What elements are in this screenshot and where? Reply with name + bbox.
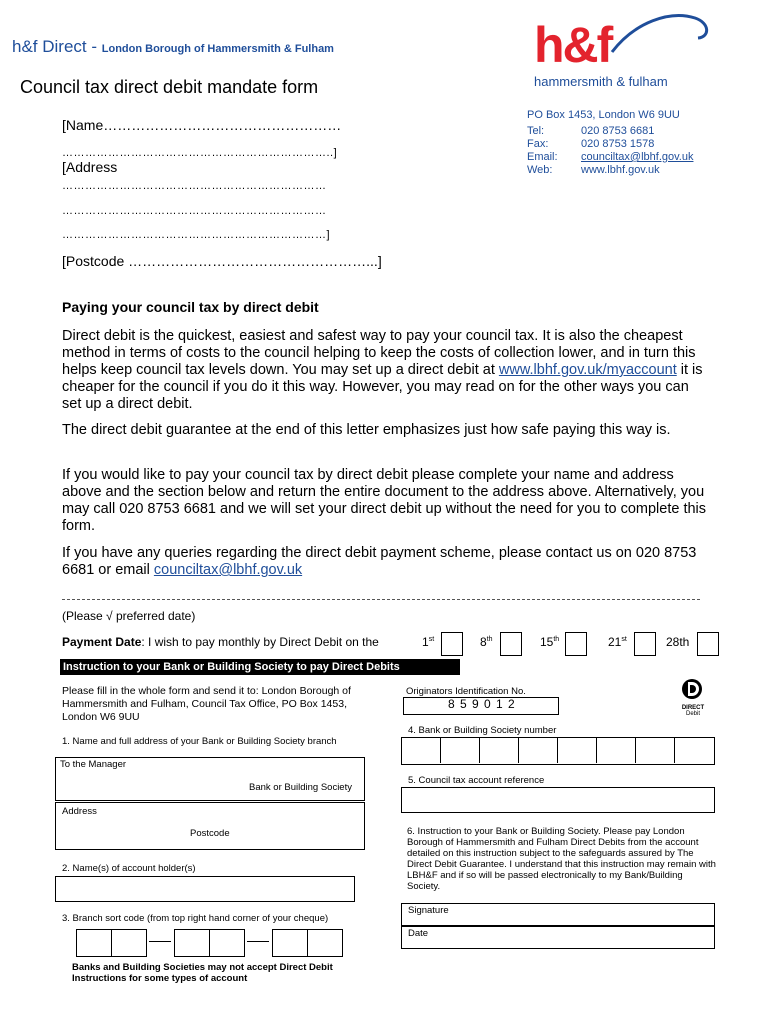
fill-instructions: Please fill in the whole form and send it to: London Borough of Hammersmith and Fulham, Council Tax Office, PO Box 1453, London W6 9UU (62, 685, 351, 723)
sort-code-digit-1[interactable] (76, 929, 112, 957)
hf-logo (530, 12, 720, 92)
bank-number-divider (518, 737, 519, 763)
day-label-15: 15th (540, 635, 560, 649)
day-15-checkbox[interactable] (565, 632, 587, 656)
contact-email[interactable]: Email: counciltax@lbhf.gov.uk (527, 151, 694, 163)
preferred-date-note: (Please √ preferred date) (62, 609, 196, 623)
day-1-checkbox[interactable] (441, 632, 463, 656)
paragraph-intro: Direct debit is the quickest, easiest and safest way to pay your council tax. It is also the cheapest method in terms of costs to the council helping to keep the costs of collection lower, and in turn this helps keep council tax levels down. You may set up a direct debit at www.lbhf.gov.uk/myaccount it is cheaper for the council if you do it this way. However, you may read on for the other ways you can set up a direct debit. (62, 328, 703, 412)
address-line-2[interactable]: …………………………………………………………… (62, 205, 327, 217)
sort-code-dash (149, 941, 171, 942)
day-label-21: 21st (608, 635, 627, 649)
day-21-checkbox[interactable] (634, 632, 656, 656)
paragraph-queries: If you have any queries regarding the direct debit payment scheme, please contact us on 020 8753 6681 or email counciltax@lbhf.gov.uk (62, 545, 697, 578)
direct-debit-logo: DIRECT Debit (672, 678, 714, 717)
bank-label: Bank or Building Society (249, 782, 352, 793)
bank-number-divider (557, 737, 558, 763)
contact-fax: Fax: 020 8753 1578 (527, 138, 655, 150)
myaccount-link[interactable]: www.lbhf.gov.uk/myaccount (498, 362, 677, 378)
section-heading: Paying your council tax by direct debit (62, 299, 319, 315)
section-2-label: 2. Name(s) of account holder(s) (62, 863, 196, 874)
address-box-label: Address (62, 806, 97, 817)
bank-number-divider (674, 737, 675, 763)
email-link[interactable]: counciltax@lbhf.gov.uk (581, 151, 694, 163)
paragraph-guarantee: The direct debit guarantee at the end of this letter emphasizes just how safe paying this way is. (62, 422, 671, 438)
bank-address-box[interactable] (55, 802, 365, 850)
bank-number-box[interactable] (401, 737, 715, 765)
address-line-1[interactable]: …………………………………………………………… (62, 180, 327, 192)
day-8-checkbox[interactable] (500, 632, 522, 656)
name-field-end: ……………………………………………………………..] (62, 147, 338, 159)
contact-web: Web: www.lbhf.gov.uk (527, 164, 660, 176)
payment-date-label: Payment Date: I wish to pay monthly by Direct Debit on the (62, 635, 379, 649)
sort-code-dash (247, 941, 269, 942)
address-label: [Address (62, 159, 118, 175)
date-box[interactable] (401, 925, 715, 949)
day-label-1: 1st (422, 635, 435, 649)
section-6-text: 6. Instruction to your Bank or Building Society. Please pay London Borough of Hammersmith and Fulham Direct Debits from the account detailed on this instruction subject to the safeguards assured by The Direct Debit Guarantee. I understand that this instruction may remain with LBH&F and if so will be passed electronically to my Bank/Building Society. (407, 826, 716, 892)
day-label-8: 8th (480, 635, 493, 649)
section-3-label: 3. Branch sort code (from top right hand corner of your cheque) (62, 913, 329, 924)
page-title: Council tax direct debit mandate form (20, 77, 319, 97)
postcode-box-label: Postcode (190, 828, 230, 839)
account-holder-box[interactable] (55, 876, 355, 902)
sort-code-digit-4[interactable] (209, 929, 245, 957)
logo-tagline: hammersmith & fulham (534, 74, 668, 89)
sort-code-digit-3[interactable] (174, 929, 210, 957)
day-28-checkbox[interactable] (697, 632, 719, 656)
name-field[interactable]: [Name…………………………………………… (62, 117, 342, 133)
borough-name: London Borough of Hammersmith & Fulham (101, 43, 334, 55)
postcode-field[interactable]: [Postcode ……………………………………………...] (62, 253, 382, 269)
logo-mark: h&f (534, 17, 612, 73)
sort-code-digit-5[interactable] (272, 929, 308, 957)
section-5-label: 5. Council tax account reference (408, 775, 545, 786)
originator-number: 8 5 9 0 1 2 (448, 697, 516, 711)
bank-number-divider (440, 737, 441, 763)
section-1-label: 1. Name and full address of your Bank or Building Society branch (62, 736, 337, 747)
account-warning: Banks and Building Societies may not accept Direct Debit Instructions for some types of account (72, 962, 333, 984)
council-tax-ref-box[interactable] (401, 787, 715, 813)
section-4-label: 4. Bank or Building Society number (408, 725, 557, 736)
date-label: Date (408, 928, 429, 939)
email-link-body[interactable]: counciltax@lbhf.gov.uk (153, 562, 303, 578)
signature-label: Signature (408, 905, 449, 916)
po-box: PO Box 1453, London W6 9UU (527, 109, 680, 121)
contact-tel: Tel: 020 8753 6681 (527, 125, 655, 137)
direct-debit-icon (672, 678, 714, 700)
to-manager-label: To the Manager (60, 759, 127, 770)
logo-swoosh-icon (610, 12, 720, 62)
originator-label: Originators Identification No. (406, 686, 526, 697)
contact-block (527, 109, 693, 177)
instruction-banner: Instruction to your Bank or Building Society to pay Direct Debits (60, 659, 460, 675)
header-title: h&f Direct - London Borough of Hammersmith & Fulham (12, 37, 334, 56)
address-line-3[interactable]: ……………………………………………………………] (62, 229, 331, 241)
day-label-28: 28th (666, 635, 690, 649)
sort-code-digit-6[interactable] (307, 929, 343, 957)
bank-number-divider (635, 737, 636, 763)
cut-line (62, 599, 700, 600)
bank-number-divider (596, 737, 597, 763)
bank-number-divider (479, 737, 480, 763)
sort-code-digit-2[interactable] (111, 929, 147, 957)
paragraph-instructions: If you would like to pay your council tax by direct debit please complete your name and address above and the section below and return the entire document to the address above. Alternatively, you may call 020 8753 6681 and we will set your direct debit up without the need for you to complete this form. (62, 467, 707, 534)
brand-name: h&f Direct (12, 37, 87, 56)
